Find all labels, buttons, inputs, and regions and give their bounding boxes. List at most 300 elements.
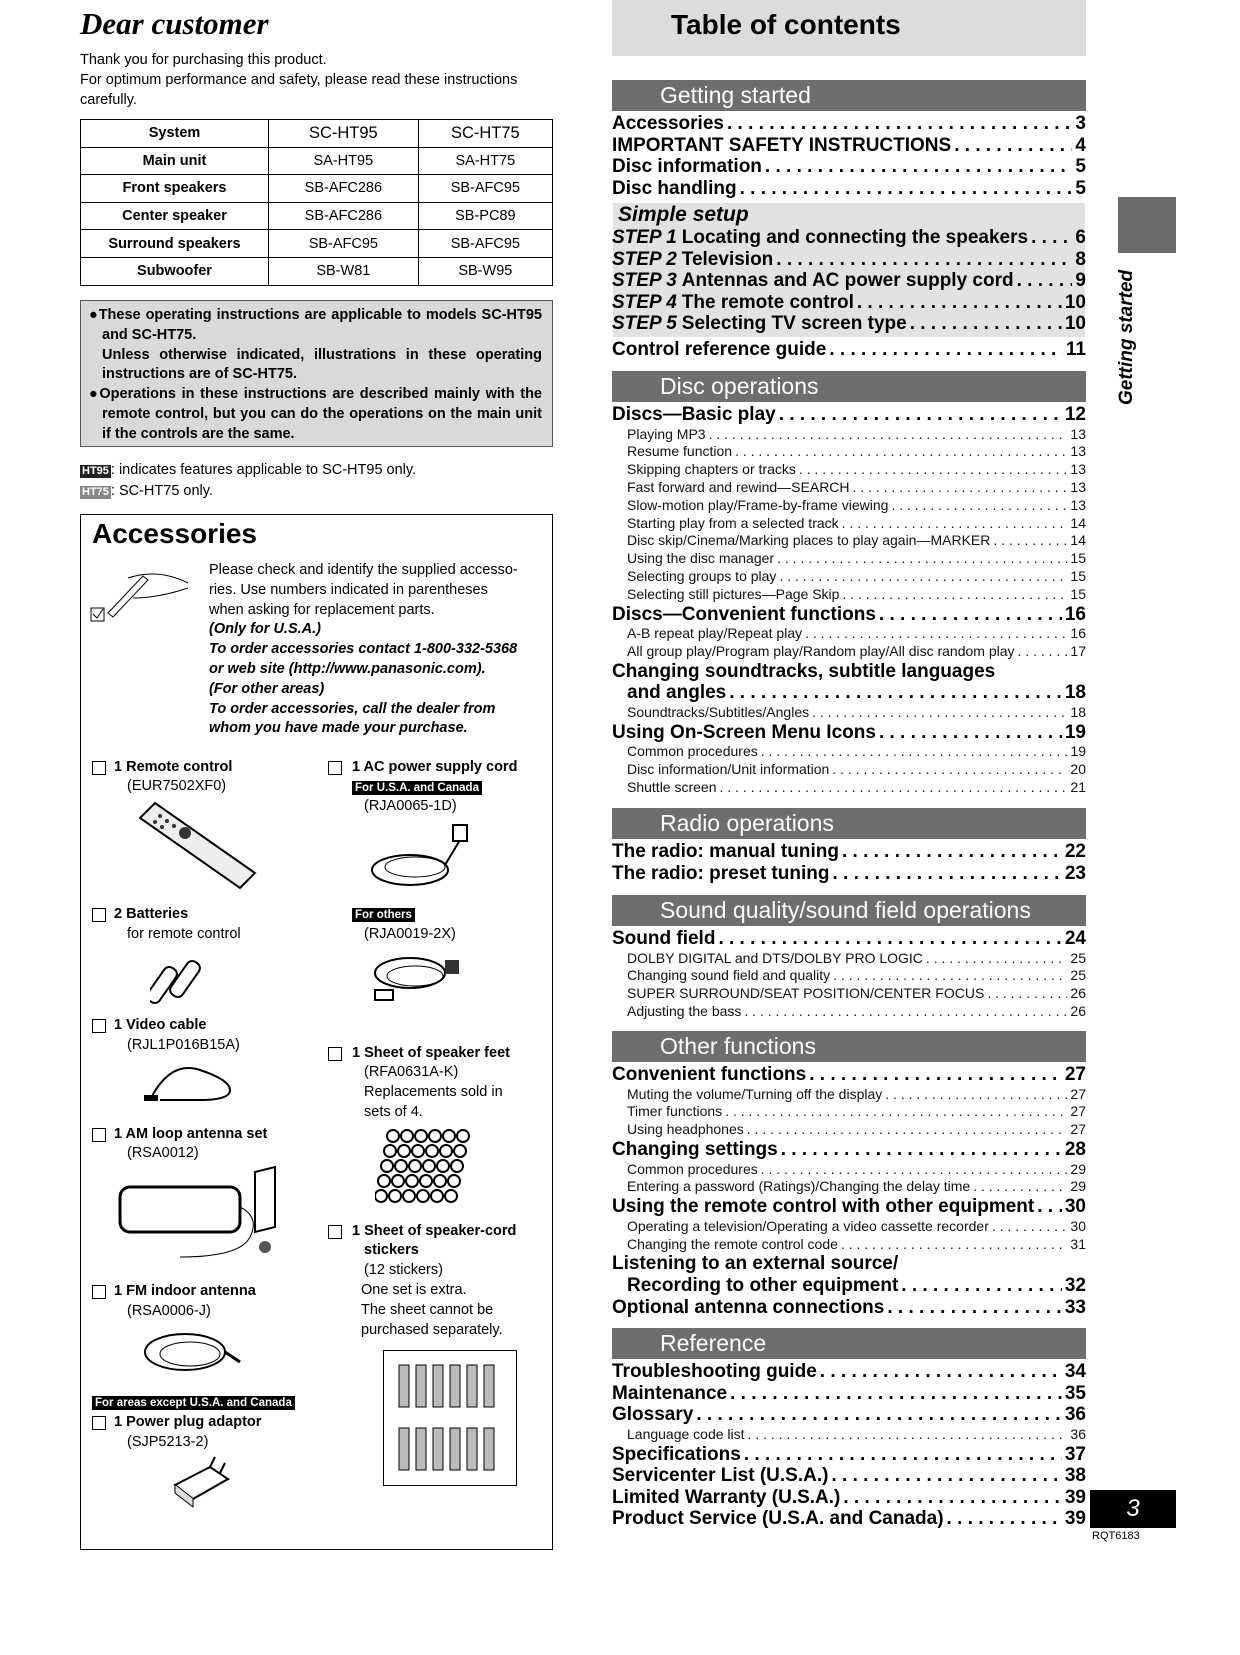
toc-entry[interactable] — [612, 532, 1086, 550]
toc-group — [612, 1064, 1086, 1318]
toc-entry[interactable] — [612, 779, 1086, 797]
toc-entry[interactable] — [612, 249, 1086, 271]
toc-page-number: 29 — [1070, 1160, 1086, 1177]
toc-page-number: 32 — [1064, 1274, 1086, 1296]
step-label: STEP 3 — [612, 270, 677, 292]
item-stickers-note: One set is extra. — [361, 1282, 467, 1298]
dot-leader — [740, 178, 1073, 200]
toc-entry[interactable] — [612, 586, 1086, 604]
dot-leader — [832, 863, 1061, 885]
toc-entry[interactable] — [612, 227, 1086, 249]
table-cell: SB-W95 — [418, 257, 552, 285]
item-plug-name: 1 Power plug adaptor — [114, 1414, 262, 1430]
ht75-legend: HT75 : SC-HT75 only. — [82, 483, 213, 499]
dot-leader — [729, 682, 1062, 704]
toc-page-number: 22 — [1064, 841, 1086, 862]
item-remote-code: (EUR7502XF0) — [127, 778, 227, 794]
dot-leader — [841, 1236, 1068, 1254]
table-cell: SA-HT95 — [269, 147, 419, 175]
toc-entry[interactable] — [612, 863, 1086, 885]
toc-entry[interactable] — [612, 1178, 1086, 1196]
cord-sticker — [484, 1428, 494, 1470]
toc-page-number: 27 — [1070, 1121, 1086, 1138]
toc-page-number: 17 — [1070, 642, 1086, 659]
toc-page-number: 15 — [1070, 550, 1086, 567]
toc-entry[interactable] — [612, 1086, 1086, 1104]
toc-page-number: 13 — [1070, 478, 1086, 495]
toc-entry[interactable] — [612, 643, 1086, 661]
dot-leader — [987, 985, 1067, 1003]
dot-leader — [954, 135, 1072, 157]
toc-entry[interactable] — [612, 604, 1086, 626]
speaker-foot — [395, 1160, 407, 1172]
table-cell: Surround speakers — [81, 230, 269, 258]
toc-entry[interactable] — [612, 985, 1086, 1003]
toc-entry-title: Using the remote control with other equipment — [612, 1196, 1035, 1218]
toc-section-header: Disc operations — [612, 371, 1086, 402]
toc-page-number: 36 — [1064, 1404, 1086, 1426]
item-ac-code-us: (RJA0065-1D) — [364, 798, 457, 814]
toc-entry-title: Skipping chapters or tracks — [627, 461, 796, 478]
toc-entry-title: Using the disc manager — [627, 550, 775, 567]
toc-entry[interactable] — [612, 1361, 1086, 1383]
item-stickers-note: purchased separately. — [361, 1322, 503, 1338]
table-row — [81, 257, 553, 285]
table-row — [81, 202, 553, 230]
cord-sticker — [433, 1365, 443, 1407]
toc-page-number: 30 — [1064, 1196, 1086, 1218]
toc-entry[interactable] — [612, 1487, 1086, 1509]
toc-group — [612, 113, 1086, 199]
toc-entry[interactable] — [612, 1064, 1086, 1086]
toc-entry[interactable] — [612, 761, 1086, 779]
toc-page-number: 33 — [1064, 1296, 1086, 1318]
speaker-foot — [445, 1190, 457, 1202]
toc-page-number: 26 — [1070, 985, 1086, 1002]
accessories-intro: Please check and identify the supplied accesso- ries. Use numbers indicated in parentheses when asking for replacement parts. (Only for U.S.A.) To order accessories contact 1-800-332-5368 or web site (http://www.panasonic.com). (For other areas) To order accessories, call the dealer from whom you have made your purchase. — [209, 562, 518, 737]
toc-page-number: 36 — [1070, 1425, 1086, 1442]
note-box — [80, 300, 553, 447]
toc-entry[interactable] — [612, 950, 1086, 968]
toc-entry[interactable] — [612, 479, 1086, 497]
toc-entry[interactable] — [612, 515, 1086, 533]
dot-leader — [842, 515, 1068, 533]
toc-entry[interactable] — [612, 722, 1086, 744]
dot-leader — [973, 1178, 1067, 1196]
speaker-foot — [403, 1190, 415, 1202]
toc-page-number: 26 — [1070, 1002, 1086, 1019]
toc-entry[interactable] — [612, 743, 1086, 761]
dot-leader — [761, 1161, 1068, 1179]
speaker-foot — [406, 1175, 418, 1187]
checkbox-speaker-feet[interactable] — [328, 1047, 342, 1061]
toc-page-number: 27 — [1070, 1085, 1086, 1102]
toc-entry-title: Recording to other equipment — [627, 1274, 899, 1296]
toc-page-number: 16 — [1070, 625, 1086, 642]
item-stickers-name: 1 Sheet of speaker-cord — [352, 1223, 517, 1239]
dot-leader — [812, 704, 1067, 722]
toc-entry-title: Control reference guide — [612, 339, 827, 360]
speaker-foot — [437, 1160, 449, 1172]
item-remote-name: 1 Remote control — [114, 759, 233, 775]
toc-entry-title: Soundtracks/Subtitles/Angles — [627, 703, 810, 720]
toc-page-number: 14 — [1070, 532, 1086, 549]
checkbox-remote[interactable] — [92, 761, 106, 775]
toc-page-number: 39 — [1064, 1508, 1086, 1530]
checkbox-video-cable[interactable] — [92, 1019, 106, 1033]
speaker-foot — [429, 1130, 441, 1142]
cord-sticker — [399, 1428, 409, 1470]
toc-page-number: 28 — [1064, 1138, 1086, 1160]
toc-page-number: 15 — [1070, 567, 1086, 584]
speaker-foot — [426, 1145, 438, 1157]
speaker-foot — [448, 1175, 460, 1187]
toc-section-header: Reference — [612, 1328, 1086, 1359]
cord-sticker — [450, 1428, 460, 1470]
toc-entry-title: Optional antenna connections — [612, 1296, 885, 1318]
intro-line: carefully. — [80, 92, 137, 108]
table-cell: SB-PC89 — [418, 202, 552, 230]
toc-entry[interactable] — [612, 1121, 1086, 1139]
table-cell: SB-AFC95 — [269, 230, 419, 258]
toc-entry[interactable] — [612, 156, 1086, 178]
toc-section-header: Sound quality/sound field operations — [612, 895, 1086, 926]
toc-entry[interactable] — [612, 661, 1086, 683]
toc-page-number: 30 — [1070, 1217, 1086, 1234]
toc-entry[interactable] — [612, 113, 1086, 135]
dot-leader — [843, 1487, 1061, 1509]
toc-entry[interactable] — [612, 550, 1086, 568]
toc-entry-title: Using On-Screen Menu Icons — [612, 721, 876, 743]
toc-page-number: 19 — [1070, 743, 1086, 760]
item-fm-name: 1 FM indoor antenna — [114, 1283, 256, 1299]
toc-entry-title: Sound field — [612, 928, 716, 949]
toc-entry-title: Product Service (U.S.A. and Canada) — [612, 1508, 944, 1530]
badge-others: For others — [352, 908, 415, 922]
toc-entry[interactable] — [612, 1161, 1086, 1179]
toc-entry-title: Listening to an external source/ — [612, 1253, 899, 1275]
checkbox-power-plug[interactable] — [92, 1416, 106, 1430]
dot-leader — [885, 1086, 1067, 1104]
item-stickers-name: stickers — [364, 1242, 419, 1258]
table-row — [81, 120, 553, 148]
dot-leader — [947, 1508, 1062, 1530]
speaker-feet-image — [375, 1128, 485, 1208]
toc-page-number: 25 — [1070, 967, 1086, 984]
dot-leader — [761, 743, 1068, 761]
toc-entry-title: SUPER SURROUND/SEAT POSITION/CENTER FOCUS — [627, 985, 985, 1002]
cord-sticker — [484, 1365, 494, 1407]
toc-group — [612, 203, 1086, 335]
toc-entry[interactable] — [612, 1426, 1086, 1444]
page-number: 3 — [1090, 1490, 1176, 1528]
dot-leader — [1031, 227, 1072, 249]
toc-entry[interactable] — [612, 426, 1086, 444]
toc-page-number: 8 — [1075, 248, 1086, 270]
table-cell: System — [81, 120, 269, 148]
toc-entry-title: Selecting still pictures—Page Skip — [627, 585, 840, 602]
toc-group — [612, 339, 1086, 361]
toc-entry[interactable] — [612, 1508, 1086, 1530]
toc-entry[interactable] — [612, 841, 1086, 863]
table-row — [81, 175, 553, 203]
table-cell: SC-HT95 — [269, 120, 419, 148]
toc-entry-title: Television — [681, 248, 774, 270]
toc-entry[interactable] — [612, 178, 1086, 200]
dot-leader — [781, 1139, 1062, 1161]
toc-page-number: 10 — [1064, 313, 1086, 335]
toc-entry[interactable] — [612, 704, 1086, 722]
speaker-foot — [451, 1160, 463, 1172]
toc-page-number: 14 — [1070, 514, 1086, 531]
speaker-foot — [423, 1160, 435, 1172]
toc-group — [612, 841, 1086, 884]
toc-page-number: 27 — [1070, 1103, 1086, 1120]
table-cell: Front speakers — [81, 175, 269, 203]
toc-entry[interactable] — [612, 135, 1086, 157]
dot-leader — [926, 950, 1068, 968]
item-stickers-note: (12 stickers) — [364, 1262, 443, 1278]
ht75-tag: HT75 — [82, 486, 109, 498]
dot-leader — [831, 1465, 1061, 1487]
toc-page-number: 16 — [1064, 603, 1086, 625]
speaker-foot — [401, 1130, 413, 1142]
speaker-foot — [431, 1190, 443, 1202]
toc-page-number: 18 — [1064, 682, 1086, 704]
item-ac-name: 1 AC power supply cord — [352, 759, 518, 775]
toc-entry-title: Timer functions — [627, 1103, 723, 1120]
cord-sticker — [416, 1428, 426, 1470]
dot-leader — [901, 1275, 1062, 1297]
toc-entry-title: Muting the volume/Turning off the display — [627, 1085, 883, 1102]
toc-entry-title: Using headphones — [627, 1121, 744, 1138]
toc-entry[interactable] — [612, 461, 1086, 479]
fm-antenna-image — [135, 1322, 245, 1382]
dot-leader — [992, 1218, 1068, 1236]
toc-entry[interactable] — [612, 1465, 1086, 1487]
dot-leader — [842, 841, 1062, 863]
toc-entry[interactable] — [612, 1003, 1086, 1021]
dot-leader — [779, 404, 1062, 426]
toc-entry-title: Disc skip/Cinema/Marking places to play again—MARKER — [627, 532, 991, 549]
item-am-code: (RSA0012) — [127, 1145, 199, 1161]
dot-leader — [776, 249, 1072, 271]
dot-leader — [727, 113, 1072, 135]
toc-page-number: 12 — [1064, 404, 1086, 425]
dot-leader — [809, 1064, 1062, 1086]
dot-leader — [744, 1444, 1062, 1466]
dot-leader — [725, 1103, 1067, 1121]
dot-leader — [748, 1426, 1068, 1444]
toc-section-header: Radio operations — [612, 808, 1086, 839]
toc-group — [612, 404, 1086, 797]
toc-entry[interactable] — [612, 404, 1086, 426]
toc-page-number: 13 — [1070, 425, 1086, 442]
toc-entry-title: Selecting groups to play — [627, 567, 777, 584]
dot-leader — [747, 1121, 1068, 1139]
toc-entry-title: Convenient functions — [612, 1064, 807, 1085]
toc-section-header: Other functions — [612, 1031, 1086, 1062]
toc-entry-title: Maintenance — [612, 1382, 728, 1404]
toc-entry-title: The remote control — [681, 291, 854, 313]
am-antenna-image — [115, 1162, 300, 1262]
toc-page-number: 35 — [1064, 1382, 1086, 1404]
toc-entry-title: Adjusting the bass — [627, 1002, 742, 1019]
toc-entry-title: Glossary — [612, 1404, 694, 1426]
speaker-foot — [440, 1145, 452, 1157]
toc-page-number: 5 — [1075, 156, 1086, 178]
simple-setup-heading: Simple setup — [618, 203, 749, 226]
dot-leader — [910, 313, 1062, 335]
toc-entry[interactable] — [612, 1103, 1086, 1121]
toc-entry[interactable] — [612, 313, 1086, 335]
cord-sticker — [433, 1428, 443, 1470]
intro-line: For optimum performance and safety, please read these instructions — [80, 72, 518, 88]
toc-entry[interactable] — [612, 339, 1086, 361]
power-plug-adaptor-image — [165, 1455, 235, 1510]
dot-leader — [879, 722, 1062, 744]
speaker-foot — [457, 1130, 469, 1142]
toc-entry-title: Slow-motion play/Frame-by-frame viewing — [627, 496, 889, 513]
toc-entry-title: The radio: manual tuning — [612, 841, 839, 862]
toc-page-number: 29 — [1070, 1178, 1086, 1195]
toc-entry[interactable] — [612, 1404, 1086, 1426]
toc-page-number: 23 — [1064, 862, 1086, 884]
toc-entry[interactable] — [612, 1297, 1086, 1319]
toc-entry-title: Entering a password (Ratings)/Changing the delay time — [627, 1178, 971, 1195]
toc-page-number: 3 — [1075, 113, 1086, 134]
dot-leader — [887, 1297, 1062, 1319]
dot-leader — [744, 1003, 1067, 1021]
toc-entry[interactable] — [612, 1383, 1086, 1405]
toc-page-number: 5 — [1075, 177, 1086, 199]
toc-page-number: 21 — [1070, 778, 1086, 795]
checkbox-batteries[interactable] — [92, 908, 106, 922]
dot-leader — [857, 292, 1062, 314]
item-feet-code: (RFA0631A-K) — [364, 1064, 459, 1080]
dot-leader — [720, 779, 1068, 797]
toc-entry[interactable] — [612, 443, 1086, 461]
toc-entry-title: Resume function — [627, 443, 733, 460]
speaker-foot — [454, 1145, 466, 1157]
toc-entry[interactable] — [612, 568, 1086, 586]
dot-leader — [1017, 270, 1073, 292]
dot-leader — [730, 1383, 1062, 1405]
toc-entry-title: Selecting TV screen type — [681, 313, 907, 335]
section-tab-marker — [1118, 197, 1176, 253]
toc-entry-title: Operating a television/Operating a video cassette recorder — [627, 1217, 989, 1234]
video-cable-image — [140, 1055, 240, 1110]
toc-entry[interactable] — [612, 1218, 1086, 1236]
badge-usa-canada: For U.S.A. and Canada — [352, 781, 482, 795]
toc-entry[interactable] — [612, 1196, 1086, 1218]
toc-entry-title: Changing soundtracks, subtitle languages — [612, 660, 996, 682]
toc-entry[interactable] — [612, 967, 1086, 985]
dot-leader — [820, 1361, 1062, 1383]
toc-entry[interactable] — [612, 1275, 1086, 1297]
toc-page-number: 4 — [1075, 134, 1086, 156]
toc-entry[interactable] — [612, 682, 1086, 704]
dot-leader — [832, 761, 1067, 779]
dot-leader — [709, 426, 1068, 444]
toc-entry[interactable] — [612, 625, 1086, 643]
table-row — [81, 147, 553, 175]
toc-entry-title: Shuttle screen — [627, 778, 717, 795]
badge-except-usa-canada: For areas except U.S.A. and Canada — [92, 1396, 295, 1410]
toc-entry[interactable] — [612, 1139, 1086, 1161]
toc-entry[interactable] — [612, 497, 1086, 515]
toc-entry[interactable] — [612, 1253, 1086, 1275]
toc-page-number: 13 — [1070, 461, 1086, 478]
model-table — [80, 119, 553, 286]
item-fm-code: (RSA0006-J) — [127, 1303, 211, 1319]
toc-entry-title: Language code list — [627, 1425, 745, 1442]
toc-entry[interactable] — [612, 1444, 1086, 1466]
cord-sticker — [467, 1428, 477, 1470]
toc-entry-title: Starting play from a selected track — [627, 514, 839, 531]
dot-leader — [765, 156, 1073, 178]
checkbox-fm-antenna[interactable] — [92, 1285, 106, 1299]
item-am-name: 1 AM loop antenna set — [114, 1126, 268, 1142]
speaker-foot — [384, 1145, 396, 1157]
toc-entry-title: Changing the remote control code — [627, 1235, 838, 1252]
item-video-name: 1 Video cable — [114, 1017, 207, 1033]
dot-leader — [718, 928, 1061, 950]
dot-leader — [993, 532, 1067, 550]
toc-entry[interactable] — [612, 270, 1086, 292]
toc-entry[interactable] — [612, 1236, 1086, 1254]
step-label: STEP 2 — [612, 248, 677, 270]
toc-page-number: 20 — [1070, 761, 1086, 778]
step-label: STEP 1 — [612, 227, 677, 248]
page-title: Dear customer — [80, 6, 269, 41]
pen-check-icon — [88, 568, 193, 628]
toc-entry-title: and angles — [627, 682, 727, 704]
cord-sticker — [416, 1365, 426, 1407]
dot-leader — [891, 497, 1067, 515]
toc-entry-title: Locating and connecting the speakers — [681, 227, 1029, 248]
ht95-tag: HT95 — [82, 465, 109, 477]
cord-sticker — [399, 1365, 409, 1407]
speaker-foot — [434, 1175, 446, 1187]
speaker-foot — [409, 1160, 421, 1172]
dot-leader — [777, 550, 1067, 568]
toc-entry[interactable] — [612, 928, 1086, 950]
speaker-foot — [415, 1130, 427, 1142]
dot-leader — [696, 1404, 1062, 1426]
toc-entry[interactable] — [612, 292, 1086, 314]
dot-leader — [879, 604, 1062, 626]
checkbox-ac-cord[interactable] — [328, 761, 342, 775]
table-cell: SB-W81 — [269, 257, 419, 285]
toc-entry-title: DOLBY DIGITAL and DTS/DOLBY PRO LOGIC — [627, 949, 923, 966]
item-batteries-code: for remote control — [127, 926, 241, 942]
dot-leader — [735, 443, 1067, 461]
checkbox-am-antenna[interactable] — [92, 1128, 106, 1142]
item-plug-code: (SJP5213-2) — [127, 1434, 209, 1450]
toc-entry-title: Changing sound field and quality — [627, 967, 831, 984]
toc-entry-title: Antennas and AC power supply cord — [681, 270, 1014, 292]
toc-section-header: Getting started — [612, 80, 1086, 111]
table-cell: SC-HT75 — [418, 120, 552, 148]
item-ac-code-other: (RJA0019-2X) — [364, 926, 456, 942]
toc-entry-title: Common procedures — [627, 743, 758, 760]
speaker-foot — [417, 1190, 429, 1202]
speaker-foot — [389, 1190, 401, 1202]
speaker-foot — [392, 1175, 404, 1187]
checkbox-speaker-stickers[interactable] — [328, 1225, 342, 1239]
toc-entry-title: Disc information — [612, 156, 762, 178]
